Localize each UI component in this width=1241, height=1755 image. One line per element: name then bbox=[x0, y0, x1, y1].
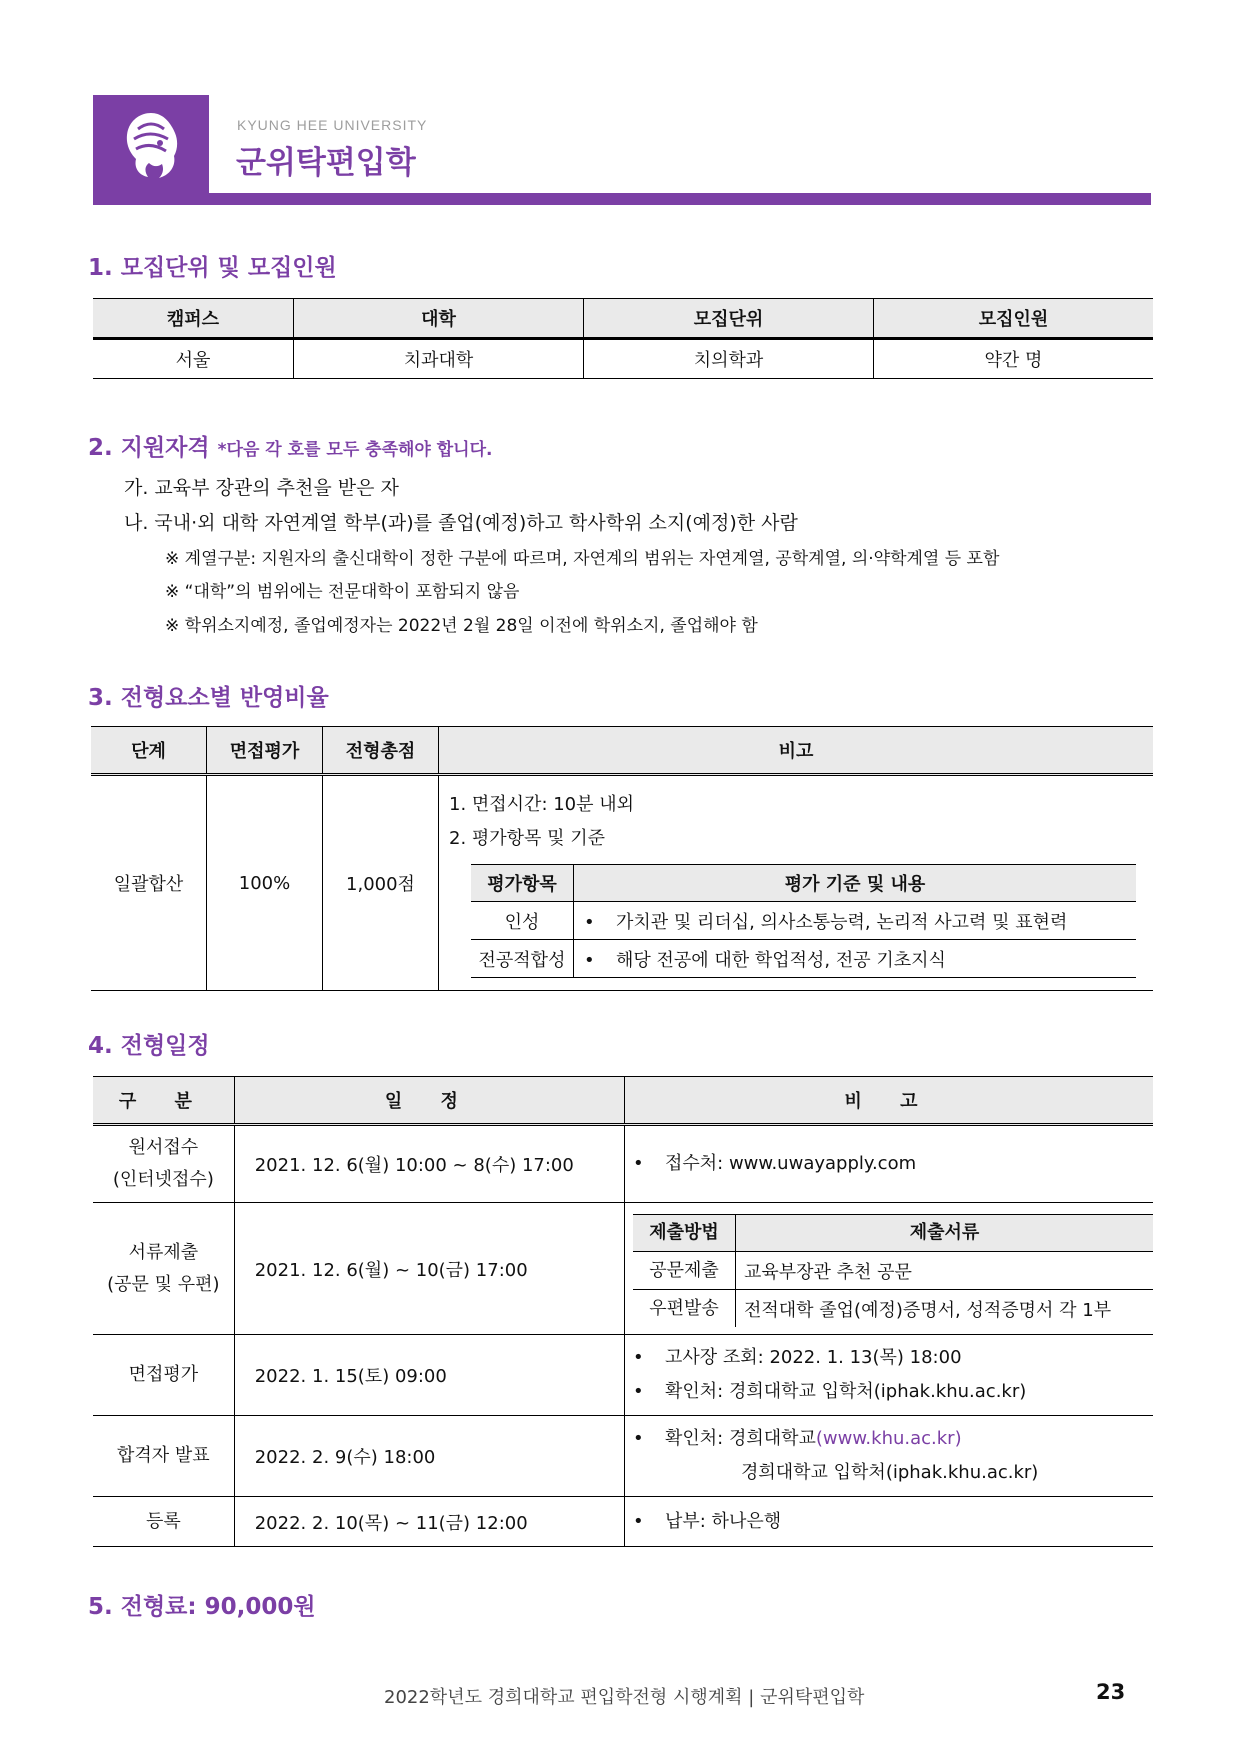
column-header: 비고 bbox=[439, 727, 1154, 775]
schedule-table bbox=[93, 1076, 1153, 1547]
column-header: 모집단위 bbox=[584, 299, 874, 339]
table-cell: 약간 명 bbox=[874, 339, 1154, 379]
remark-line: 1. 면접시간: 10분 내외 bbox=[449, 794, 635, 815]
qualification-item: 가. 교육부 장관의 추천을 받은 자 bbox=[124, 477, 399, 499]
submit-method: 우편발송 bbox=[649, 1297, 719, 1319]
table-row bbox=[93, 1125, 1153, 1203]
table-header-row bbox=[471, 865, 1136, 902]
eval-content: • 가치관 및 리더십, 의사소통능력, 논리적 사고력 및 표현력 bbox=[574, 902, 1137, 940]
schedule-date: 2021. 12. 6(월) ~ 10(금) 17:00 bbox=[234, 1203, 624, 1335]
schedule-label: 원서접수 (인터넷접수) bbox=[93, 1125, 234, 1203]
table-cell: 치의학과 bbox=[584, 339, 874, 379]
submission-table bbox=[633, 1214, 1153, 1327]
page-title: 군위탁편입학 bbox=[236, 145, 416, 181]
eval-item: 전공적합성 bbox=[471, 940, 574, 978]
table-row bbox=[471, 940, 1136, 978]
section1-title: 1. 모집단위 및 모집인원 bbox=[88, 255, 337, 281]
column-header: 캠퍼스 bbox=[93, 299, 294, 339]
total-score-cell: 1,000점 bbox=[323, 775, 439, 991]
interview-ratio-cell: 100% bbox=[207, 775, 323, 991]
column-header: 모집인원 bbox=[874, 299, 1154, 339]
schedule-date: 2022. 2. 10(목) ~ 11(금) 12:00 bbox=[234, 1497, 624, 1547]
logo bbox=[93, 95, 209, 195]
evaluation-ratio-table bbox=[91, 726, 1153, 991]
qualification-item: 나. 국내·외 대학 자연계열 학부(과)를 졸업(예정)하고 학사학위 소지(예정)한 사람 bbox=[124, 512, 798, 534]
stage-cell: 일괄합산 bbox=[91, 775, 207, 991]
section2-note: *다음 각 호를 모두 충족해야 합니다. bbox=[217, 440, 493, 460]
schedule-note: • 확인처: 경희대학교(www.khu.ac.kr) 경희대학교 입학처(iphak.khu.ac.kr) bbox=[625, 1416, 1154, 1497]
page-header bbox=[93, 95, 1151, 205]
column-header: 대학 bbox=[294, 299, 584, 339]
schedule-note: • 고사장 조회: 2022. 1. 13(목) 18:00 • 확인처: 경희대학교 입학처(iphak.khu.ac.kr) bbox=[625, 1335, 1154, 1416]
column-header: 전형총점 bbox=[323, 727, 439, 775]
table-header-row bbox=[633, 1215, 1153, 1252]
table-row bbox=[633, 1252, 1153, 1290]
column-header: 면접평가 bbox=[207, 727, 323, 775]
page-number: 23 bbox=[1096, 1680, 1126, 1704]
column-header: 평가항목 bbox=[471, 865, 574, 902]
submit-docs: 교육부장관 추천 공문 bbox=[736, 1252, 1154, 1290]
schedule-date: 2022. 1. 15(토) 09:00 bbox=[234, 1335, 624, 1416]
section4-title: 4. 전형일정 bbox=[88, 1033, 210, 1059]
qualification-note: ※ 학위소지예정, 졸업예정자는 2022년 2월 28일 이전에 학위소지, 졸업해야 함 bbox=[165, 616, 758, 636]
schedule-date: 2022. 2. 9(수) 18:00 bbox=[234, 1416, 624, 1497]
table-row bbox=[633, 1290, 1153, 1328]
schedule-label: 등록 bbox=[93, 1497, 234, 1547]
table-row bbox=[93, 1335, 1153, 1416]
remark-line: 2. 평가항목 및 기준 bbox=[449, 828, 606, 849]
column-header: 비 고 bbox=[625, 1077, 1154, 1125]
submit-method: 공문제출 bbox=[633, 1252, 736, 1290]
table-cell: 서울 bbox=[93, 339, 294, 379]
khu-link[interactable]: (www.khu.ac.kr) bbox=[815, 1428, 962, 1449]
section5-title: 5. 전형료: 90,000원 bbox=[88, 1594, 316, 1620]
column-header: 단계 bbox=[91, 727, 207, 775]
column-header: 평가 기준 및 내용 bbox=[574, 865, 1137, 902]
table-row bbox=[93, 1497, 1153, 1547]
column-header: 구 분 bbox=[93, 1077, 234, 1125]
university-name: KYUNG HEE UNIVERSITY bbox=[237, 117, 428, 133]
header-bar bbox=[93, 193, 1151, 205]
table-row bbox=[93, 1416, 1153, 1497]
schedule-note: • 납부: 하나은행 bbox=[625, 1497, 1154, 1547]
schedule-note: • 접수처: www.uwayapply.com bbox=[625, 1125, 1154, 1203]
section3-title: 3. 전형요소별 반영비율 bbox=[88, 685, 329, 711]
remarks-cell bbox=[439, 775, 1154, 991]
table-row bbox=[471, 902, 1136, 940]
schedule-note bbox=[625, 1203, 1154, 1335]
table-row bbox=[91, 775, 1153, 991]
evaluation-criteria-table bbox=[471, 864, 1136, 978]
section2-title bbox=[88, 429, 493, 462]
lion-icon bbox=[118, 109, 184, 181]
table-cell: 치과대학 bbox=[294, 339, 584, 379]
schedule-label: 면접평가 bbox=[93, 1335, 234, 1416]
qualification-note: ※ 계열구분: 지원자의 출신대학이 정한 구분에 따르며, 자연계의 범위는 자연계열, 공학계열, 의·약학계열 등 포함 bbox=[165, 549, 1000, 569]
table-row bbox=[93, 1203, 1153, 1335]
recruitment-table bbox=[93, 298, 1153, 379]
table-header-row bbox=[93, 299, 1153, 339]
eval-item: 인성 bbox=[471, 902, 574, 940]
column-header: 제출서류 bbox=[736, 1215, 1154, 1252]
table-row bbox=[93, 339, 1153, 379]
eval-content: • 해당 전공에 대한 학업적성, 전공 기초지식 bbox=[574, 940, 1137, 978]
column-header: 제출방법 bbox=[633, 1215, 736, 1252]
table-header-row bbox=[93, 1077, 1153, 1125]
schedule-label: 서류제출 (공문 및 우편) bbox=[93, 1203, 234, 1335]
schedule-date: 2021. 12. 6(월) 10:00 ~ 8(수) 17:00 bbox=[234, 1125, 624, 1203]
schedule-label: 합격자 발표 bbox=[93, 1416, 234, 1497]
qualification-note: ※ “대학”의 범위에는 전문대학이 포함되지 않음 bbox=[165, 582, 520, 602]
column-header: 일 정 bbox=[234, 1077, 624, 1125]
table-header-row bbox=[91, 727, 1153, 775]
submit-docs: 전적대학 졸업(예정)증명서, 성적증명서 각 1부 bbox=[736, 1290, 1154, 1328]
footer-text: 2022학년도 경희대학교 편입학전형 시행계획 | 군위탁편입학 bbox=[384, 1687, 865, 1708]
section2-title-text: 2. 지원자격 bbox=[88, 435, 210, 461]
